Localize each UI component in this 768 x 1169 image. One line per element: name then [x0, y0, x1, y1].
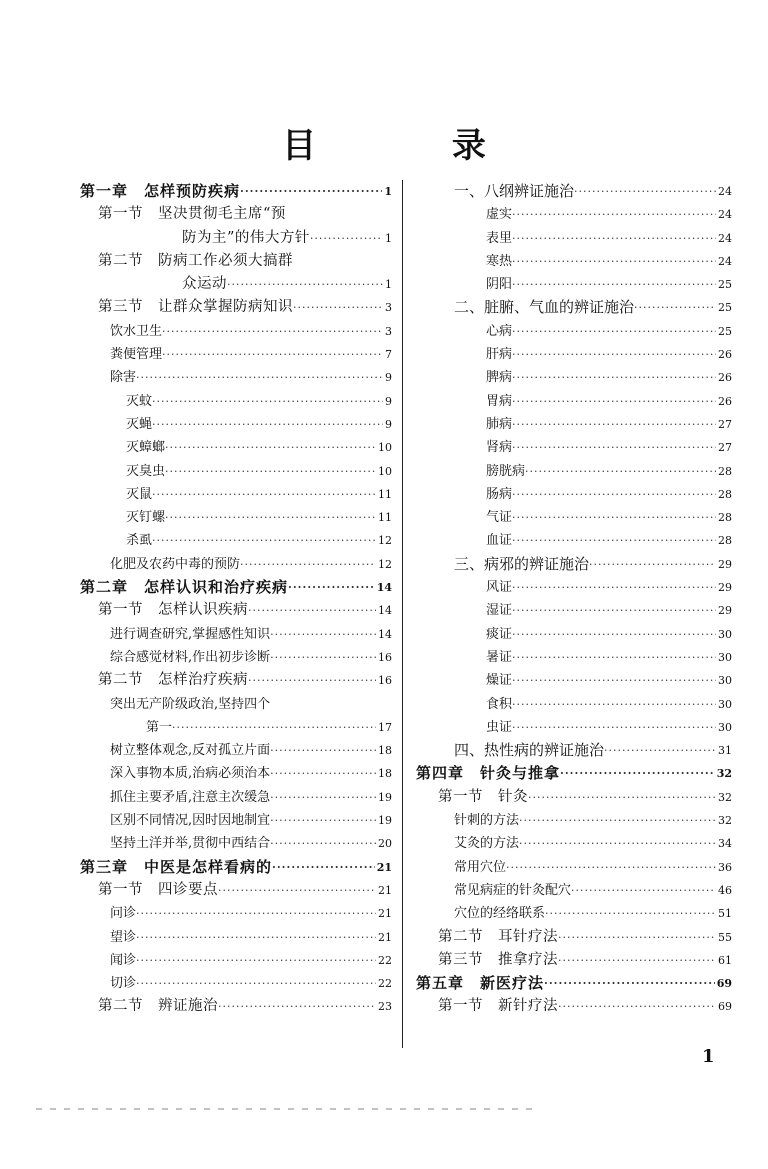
dot-leader: [152, 413, 383, 436]
dot-leader: [512, 227, 716, 250]
toc-entry-page: 24: [718, 185, 732, 198]
toc-entry: [416, 460, 732, 483]
toc-entry-page: 21: [376, 860, 392, 874]
toc-entry-page: 9: [385, 417, 392, 431]
dot-leader: [218, 995, 376, 1018]
toc-entry-title: 粪便管理: [110, 347, 163, 363]
toc-entry-page: 32: [718, 790, 732, 804]
dot-leader: [512, 413, 716, 436]
toc-entry-title: 第一节 针灸: [438, 788, 528, 805]
toc-entry-title: 突出无产阶级政治,坚持四个: [110, 696, 271, 712]
dot-leader: [165, 460, 376, 483]
toc-entry-title: 灭蝇: [126, 416, 153, 432]
toc-entry-page: 25: [718, 301, 732, 315]
dot-leader: [240, 180, 382, 203]
toc-entry-page: 30: [718, 674, 732, 688]
toc-entry-page: 29: [718, 557, 732, 571]
toc-entry: [80, 809, 392, 832]
toc-entry-page: 27: [718, 417, 732, 431]
toc-entry: [80, 460, 392, 483]
toc-entry-page: 19: [378, 790, 392, 804]
toc-entry-title: 针刺的方法: [454, 813, 520, 829]
toc-entry: [416, 693, 732, 716]
dot-leader: [519, 832, 716, 855]
toc-entry-title: 阴阳: [486, 277, 513, 293]
toc-entry: [80, 786, 392, 809]
toc-entry: [80, 203, 392, 226]
dot-leader: [248, 669, 376, 692]
dot-leader: [544, 972, 715, 995]
toc-entry-page: 28: [718, 511, 732, 525]
toc-entry: [80, 879, 392, 902]
toc-entry-title: 三、病邪的辨证施治: [454, 554, 590, 573]
toc-entry-title: 闻诊: [110, 952, 137, 968]
dot-leader: [525, 460, 716, 483]
dot-leader: [270, 762, 376, 785]
toc-entry-title: 肾病: [486, 440, 513, 456]
dot-leader: [558, 995, 716, 1018]
dot-leader: [165, 506, 376, 529]
toc-entry-page: 30: [718, 720, 732, 734]
toc-entry-page: 11: [378, 511, 392, 525]
toc-entry: [80, 949, 392, 972]
toc-entry: [416, 529, 732, 552]
toc-entry: [80, 693, 392, 716]
toc-entry-page: 61: [718, 953, 732, 967]
toc-entry-title: 风证: [486, 580, 513, 596]
toc-entry-page: 9: [385, 371, 392, 385]
dot-leader: [270, 832, 376, 855]
toc-entry: [416, 599, 732, 622]
dot-leader: [571, 879, 716, 902]
toc-entry-title: 穴位的经络联系: [454, 906, 546, 922]
toc-entry: [80, 599, 392, 622]
dot-leader: [512, 646, 716, 669]
toc-entry: [80, 832, 392, 855]
toc-entry-page: 21: [378, 930, 392, 944]
dot-leader: [558, 949, 716, 972]
toc-entry: [80, 926, 392, 949]
toc-entry-page: 21: [378, 883, 392, 897]
dot-leader: [558, 926, 716, 949]
toc-entry-title: 第一节 坚决贯彻毛主席“预: [98, 206, 286, 223]
toc-entry: [80, 320, 392, 343]
toc-entry: [80, 623, 392, 646]
toc-entry-title: 灭臭虫: [126, 463, 166, 479]
toc-entry-page: 26: [718, 371, 732, 385]
toc-entry: [80, 762, 392, 785]
toc-entry-title: 常见病症的针灸配穴: [454, 882, 572, 898]
toc-entry-title: 肺病: [486, 416, 513, 432]
dot-leader: [512, 506, 716, 529]
toc-entry: [80, 716, 392, 739]
dot-leader: [293, 250, 390, 273]
dot-leader: [512, 716, 716, 739]
toc-entry: [80, 856, 392, 879]
toc-entry-title: 问诊: [110, 906, 137, 922]
toc-entry-page: 11: [378, 487, 392, 501]
toc-entry-page: 69: [718, 1000, 732, 1014]
toc-entry: [416, 646, 732, 669]
toc-entry: [80, 529, 392, 552]
toc-entry-page: 29: [718, 581, 732, 595]
dot-leader: [152, 390, 383, 413]
dot-leader: [270, 739, 376, 762]
toc-entry-title: 虚实: [486, 207, 513, 223]
toc-entry-title: 四、热性病的辨证施治: [454, 741, 605, 760]
toc-entry: [416, 390, 732, 413]
toc-entry: [416, 832, 732, 855]
dot-leader: [152, 529, 376, 552]
toc-entry-title: 肠病: [486, 486, 513, 502]
dot-leader: [512, 203, 716, 226]
dot-leader: [528, 786, 716, 809]
dot-leader: [604, 739, 716, 762]
dot-leader: [270, 809, 376, 832]
toc-entry-page: 20: [378, 837, 392, 851]
dot-leader: [286, 203, 390, 226]
toc-entry-title: 肝病: [486, 347, 513, 363]
toc-entry-title: 脾病: [486, 370, 513, 386]
toc-entry-title: 第四章 针灸与推拿: [416, 764, 561, 783]
dot-leader: [227, 273, 383, 296]
dot-leader: [162, 320, 383, 343]
toc-entry: [80, 506, 392, 529]
toc-entry-title: 饮水卫生: [110, 323, 163, 339]
toc-right-column: [416, 180, 732, 1019]
dot-leader: [560, 762, 715, 785]
toc-entry-title: 灭蟑螂: [126, 440, 166, 456]
dot-leader: [512, 529, 716, 552]
toc-entry-page: 24: [718, 254, 732, 268]
toc-entry: [80, 413, 392, 436]
toc-entry-page: 1: [385, 278, 392, 292]
toc-entry: [80, 366, 392, 389]
toc-entry-title: 第二节 防病工作必须大搞群: [98, 252, 293, 269]
toc-entry-title: 胃病: [486, 393, 513, 409]
toc-entry: [416, 296, 732, 319]
dot-leader: [512, 483, 716, 506]
toc-entry-title: 血证: [486, 533, 513, 549]
toc-entry: [80, 576, 392, 599]
dot-leader: [512, 366, 716, 389]
toc-entry-title: 进行调查研究,掌握感性知识: [110, 626, 271, 642]
toc-entry-title: 第一节 新针疗法: [438, 998, 558, 1015]
dot-leader: [512, 623, 716, 646]
toc-entry-title: 第三节 让群众掌握防病知识: [98, 299, 293, 316]
toc-entry: [416, 669, 732, 692]
toc-entry-title: 抓住主要矛盾,注意主次缓急: [110, 789, 271, 805]
toc-entry-title: 一、八纲辨证施治: [454, 182, 575, 200]
toc-entry: [80, 669, 392, 692]
toc-entry-page: 26: [718, 394, 732, 408]
dot-leader: [589, 553, 716, 576]
toc-entry-title: 切诊: [110, 976, 137, 992]
dot-leader: [310, 227, 383, 250]
toc-entry: [416, 949, 732, 972]
toc-entry: [416, 366, 732, 389]
toc-entry-title: 综合感觉材料,作出初步诊断: [110, 649, 271, 665]
toc-entry-title: 寒热: [486, 253, 513, 269]
toc-entry-page: 21: [378, 907, 392, 921]
dot-leader: [270, 786, 376, 809]
toc-entry: [80, 227, 392, 250]
toc-entry: [416, 436, 732, 459]
toc-entry-page: 19: [378, 814, 392, 828]
toc-entry-page: 18: [378, 767, 392, 781]
toc-entry-page: 22: [378, 977, 392, 991]
toc-entry: [416, 762, 732, 785]
toc-entry-page: 46: [718, 883, 732, 897]
toc-entry-page: 12: [378, 534, 392, 548]
toc-entry-page: 36: [718, 860, 732, 874]
toc-entry-page: 30: [718, 697, 732, 711]
toc-entry-title: 气证: [486, 510, 513, 526]
toc-left-column: [80, 180, 392, 1019]
dot-leader: [136, 949, 376, 972]
dot-leader: [512, 576, 716, 599]
toc-entry-page: 30: [718, 627, 732, 641]
dot-leader: [512, 390, 716, 413]
toc-entry: [416, 250, 732, 273]
toc-entry: [80, 296, 392, 319]
dot-leader: [512, 599, 716, 622]
toc-entry-title: 第一: [146, 719, 173, 735]
toc-entry-page: 16: [378, 650, 392, 664]
toc-entry-title: 灭蚊: [126, 393, 153, 409]
dot-leader: [512, 669, 716, 692]
toc-entry-page: 23: [378, 1000, 392, 1014]
toc-entry-title: 望诊: [110, 929, 137, 945]
dot-leader: [512, 436, 716, 459]
toc-entry-title: 树立整体观念,反对孤立片面: [110, 743, 271, 759]
toc-entry-title: 第五章 新医疗法: [416, 974, 545, 993]
toc-entry-page: 22: [378, 953, 392, 967]
dot-leader: [288, 576, 375, 599]
dot-leader: [165, 436, 376, 459]
toc-entry-title: 杀虱: [126, 533, 153, 549]
dot-leader: [512, 273, 716, 296]
page-title: 目 录: [282, 126, 548, 166]
dot-leader: [172, 716, 376, 739]
dot-leader: [512, 320, 716, 343]
toc-entry: [416, 413, 732, 436]
toc-entry: [80, 483, 392, 506]
scan-artifact: [36, 1108, 536, 1110]
dot-leader: [136, 366, 383, 389]
dot-leader: [293, 296, 383, 319]
toc-entry-title: 第一章 怎样预防疾病: [80, 182, 241, 200]
toc-entry-title: 第一节 四诊要点: [98, 881, 218, 898]
toc-entry-page: 28: [718, 487, 732, 501]
toc-entry: [416, 972, 732, 995]
toc-entry: [416, 716, 732, 739]
toc-entry-title: 痰证: [486, 626, 513, 642]
toc-entry-title: 灭鼠: [126, 486, 153, 502]
toc-entry-title: 虫证: [486, 719, 513, 735]
toc-entry: [80, 343, 392, 366]
toc-entry-title: 区别不同情况,因时因地制宜: [110, 813, 271, 829]
toc-entry-page: 3: [385, 324, 392, 338]
toc-entry-page: 28: [718, 534, 732, 548]
toc-entry: [416, 856, 732, 879]
toc-entry-page: 69: [716, 977, 732, 991]
toc-entry-page: 17: [378, 720, 392, 734]
dot-leader: [240, 553, 376, 576]
toc-entry-page: 7: [385, 348, 392, 362]
toc-entry-page: 10: [378, 441, 392, 455]
toc-entry: [416, 809, 732, 832]
dot-leader: [248, 599, 376, 622]
toc-entry: [416, 926, 732, 949]
toc-entry: [80, 553, 392, 576]
toc-entry-title: 除害: [110, 370, 137, 386]
toc-entry: [416, 343, 732, 366]
toc-entry-title: 坚持土洋并举,贯彻中西结合: [110, 836, 271, 852]
toc-entry: [416, 227, 732, 250]
toc-entry-title: 深入事物本质,治病必须治本: [110, 766, 271, 782]
toc-entry: [80, 273, 392, 296]
toc-entry-page: 55: [718, 930, 732, 944]
toc-entry-page: 30: [718, 650, 732, 664]
dot-leader: [152, 483, 376, 506]
column-divider: [402, 180, 403, 1048]
toc-entry-title: 众运动: [182, 276, 227, 293]
toc-entry-page: 14: [376, 581, 392, 595]
toc-entry-title: 第一节 怎样认识疾病: [98, 602, 248, 619]
toc-entry-page: 9: [385, 394, 392, 408]
toc-entry: [80, 972, 392, 995]
toc-entry: [416, 553, 732, 576]
toc-entry-title: 艾灸的方法: [454, 836, 520, 852]
toc-entry-title: 化肥及农药中毒的预防: [110, 556, 241, 572]
toc-entry: [416, 180, 732, 203]
dot-leader: [512, 343, 716, 366]
dot-leader: [162, 343, 383, 366]
toc-entry-page: 12: [378, 557, 392, 571]
toc-entry: [80, 180, 392, 203]
toc-entry: [416, 576, 732, 599]
dot-leader: [574, 180, 716, 203]
dot-leader: [512, 250, 716, 273]
toc-entry-title: 灭钉螺: [126, 510, 166, 526]
toc-entry-title: 食积: [486, 696, 513, 712]
toc-entry-page: 14: [378, 627, 392, 641]
toc-entry: [416, 623, 732, 646]
toc-entry: [80, 995, 392, 1018]
toc-entry-title: 表里: [486, 230, 513, 246]
toc-entry-page: 31: [718, 744, 732, 758]
toc-entry-title: 燥证: [486, 673, 513, 689]
toc-entry-title: 二、脏腑、气血的辨证施治: [454, 298, 635, 317]
toc-entry: [80, 646, 392, 669]
toc-entry-title: 暑证: [486, 649, 513, 665]
toc-entry: [416, 506, 732, 529]
toc-entry-page: 25: [718, 324, 732, 338]
toc-entry-page: 25: [718, 278, 732, 292]
toc-entry-title: 第二节 耳针疗法: [438, 928, 558, 945]
toc-entry-page: 32: [718, 814, 732, 828]
toc-entry: [416, 879, 732, 902]
dot-leader: [512, 693, 716, 716]
dot-leader: [136, 902, 376, 925]
dot-leader: [270, 623, 376, 646]
toc-entry: [80, 902, 392, 925]
toc-entry-page: 29: [718, 604, 732, 618]
toc-entry-title: 防为主”的伟大方针: [182, 229, 310, 246]
toc-entry: [416, 995, 732, 1018]
toc-entry-page: 24: [718, 231, 732, 245]
dot-leader: [136, 972, 376, 995]
toc-entry: [416, 320, 732, 343]
toc-entry-page: 24: [718, 208, 732, 222]
toc-entry-page: 1: [384, 185, 392, 198]
dot-leader: [519, 809, 716, 832]
toc-entry: [416, 483, 732, 506]
toc-entry-page: 3: [385, 301, 392, 315]
toc-entry: [416, 739, 732, 762]
toc-entry-title: 第三章 中医是怎样看病的: [80, 857, 273, 876]
toc-entry: [80, 250, 392, 273]
dot-leader: [218, 879, 376, 902]
toc-entry-title: 第二节 怎样治疗疾病: [98, 672, 248, 689]
toc-entry: [416, 786, 732, 809]
dot-leader: [272, 856, 375, 879]
toc-entry-page: 16: [378, 674, 392, 688]
toc-entry: [80, 739, 392, 762]
dot-leader: [634, 296, 716, 319]
toc-entry: [416, 273, 732, 296]
toc-entry-title: 常用穴位: [454, 859, 507, 875]
toc-entry-page: 27: [718, 441, 732, 455]
toc-entry-page: 28: [718, 464, 732, 478]
toc-entry-page: 1: [385, 231, 392, 245]
toc-entry-title: 第二章 怎样认识和治疗疾病: [80, 578, 289, 597]
toc-entry-page: 10: [378, 464, 392, 478]
toc-entry: [80, 436, 392, 459]
dot-leader: [270, 646, 376, 669]
toc-entry-title: 心病: [486, 323, 513, 339]
page-number: 1: [702, 1046, 715, 1067]
dot-leader: [506, 856, 716, 879]
toc-entry-page: 14: [378, 604, 392, 618]
dot-leader: [270, 693, 390, 716]
toc-entry-title: 湿证: [486, 603, 513, 619]
toc-entry-title: 第三节 推拿疗法: [438, 951, 558, 968]
toc-entry: [80, 390, 392, 413]
dot-leader: [136, 926, 376, 949]
dot-leader: [545, 902, 716, 925]
toc-entry-page: 51: [718, 907, 732, 921]
toc-entry-page: 18: [378, 744, 392, 758]
toc-entry-page: 26: [718, 348, 732, 362]
toc-entry-page: 32: [716, 767, 732, 781]
toc-entry: [416, 203, 732, 226]
toc-entry-page: 34: [718, 837, 732, 851]
toc-entry-title: 第二节 辨证施治: [98, 998, 218, 1015]
toc-entry: [416, 902, 732, 925]
toc-entry-title: 膀胱病: [486, 463, 526, 479]
